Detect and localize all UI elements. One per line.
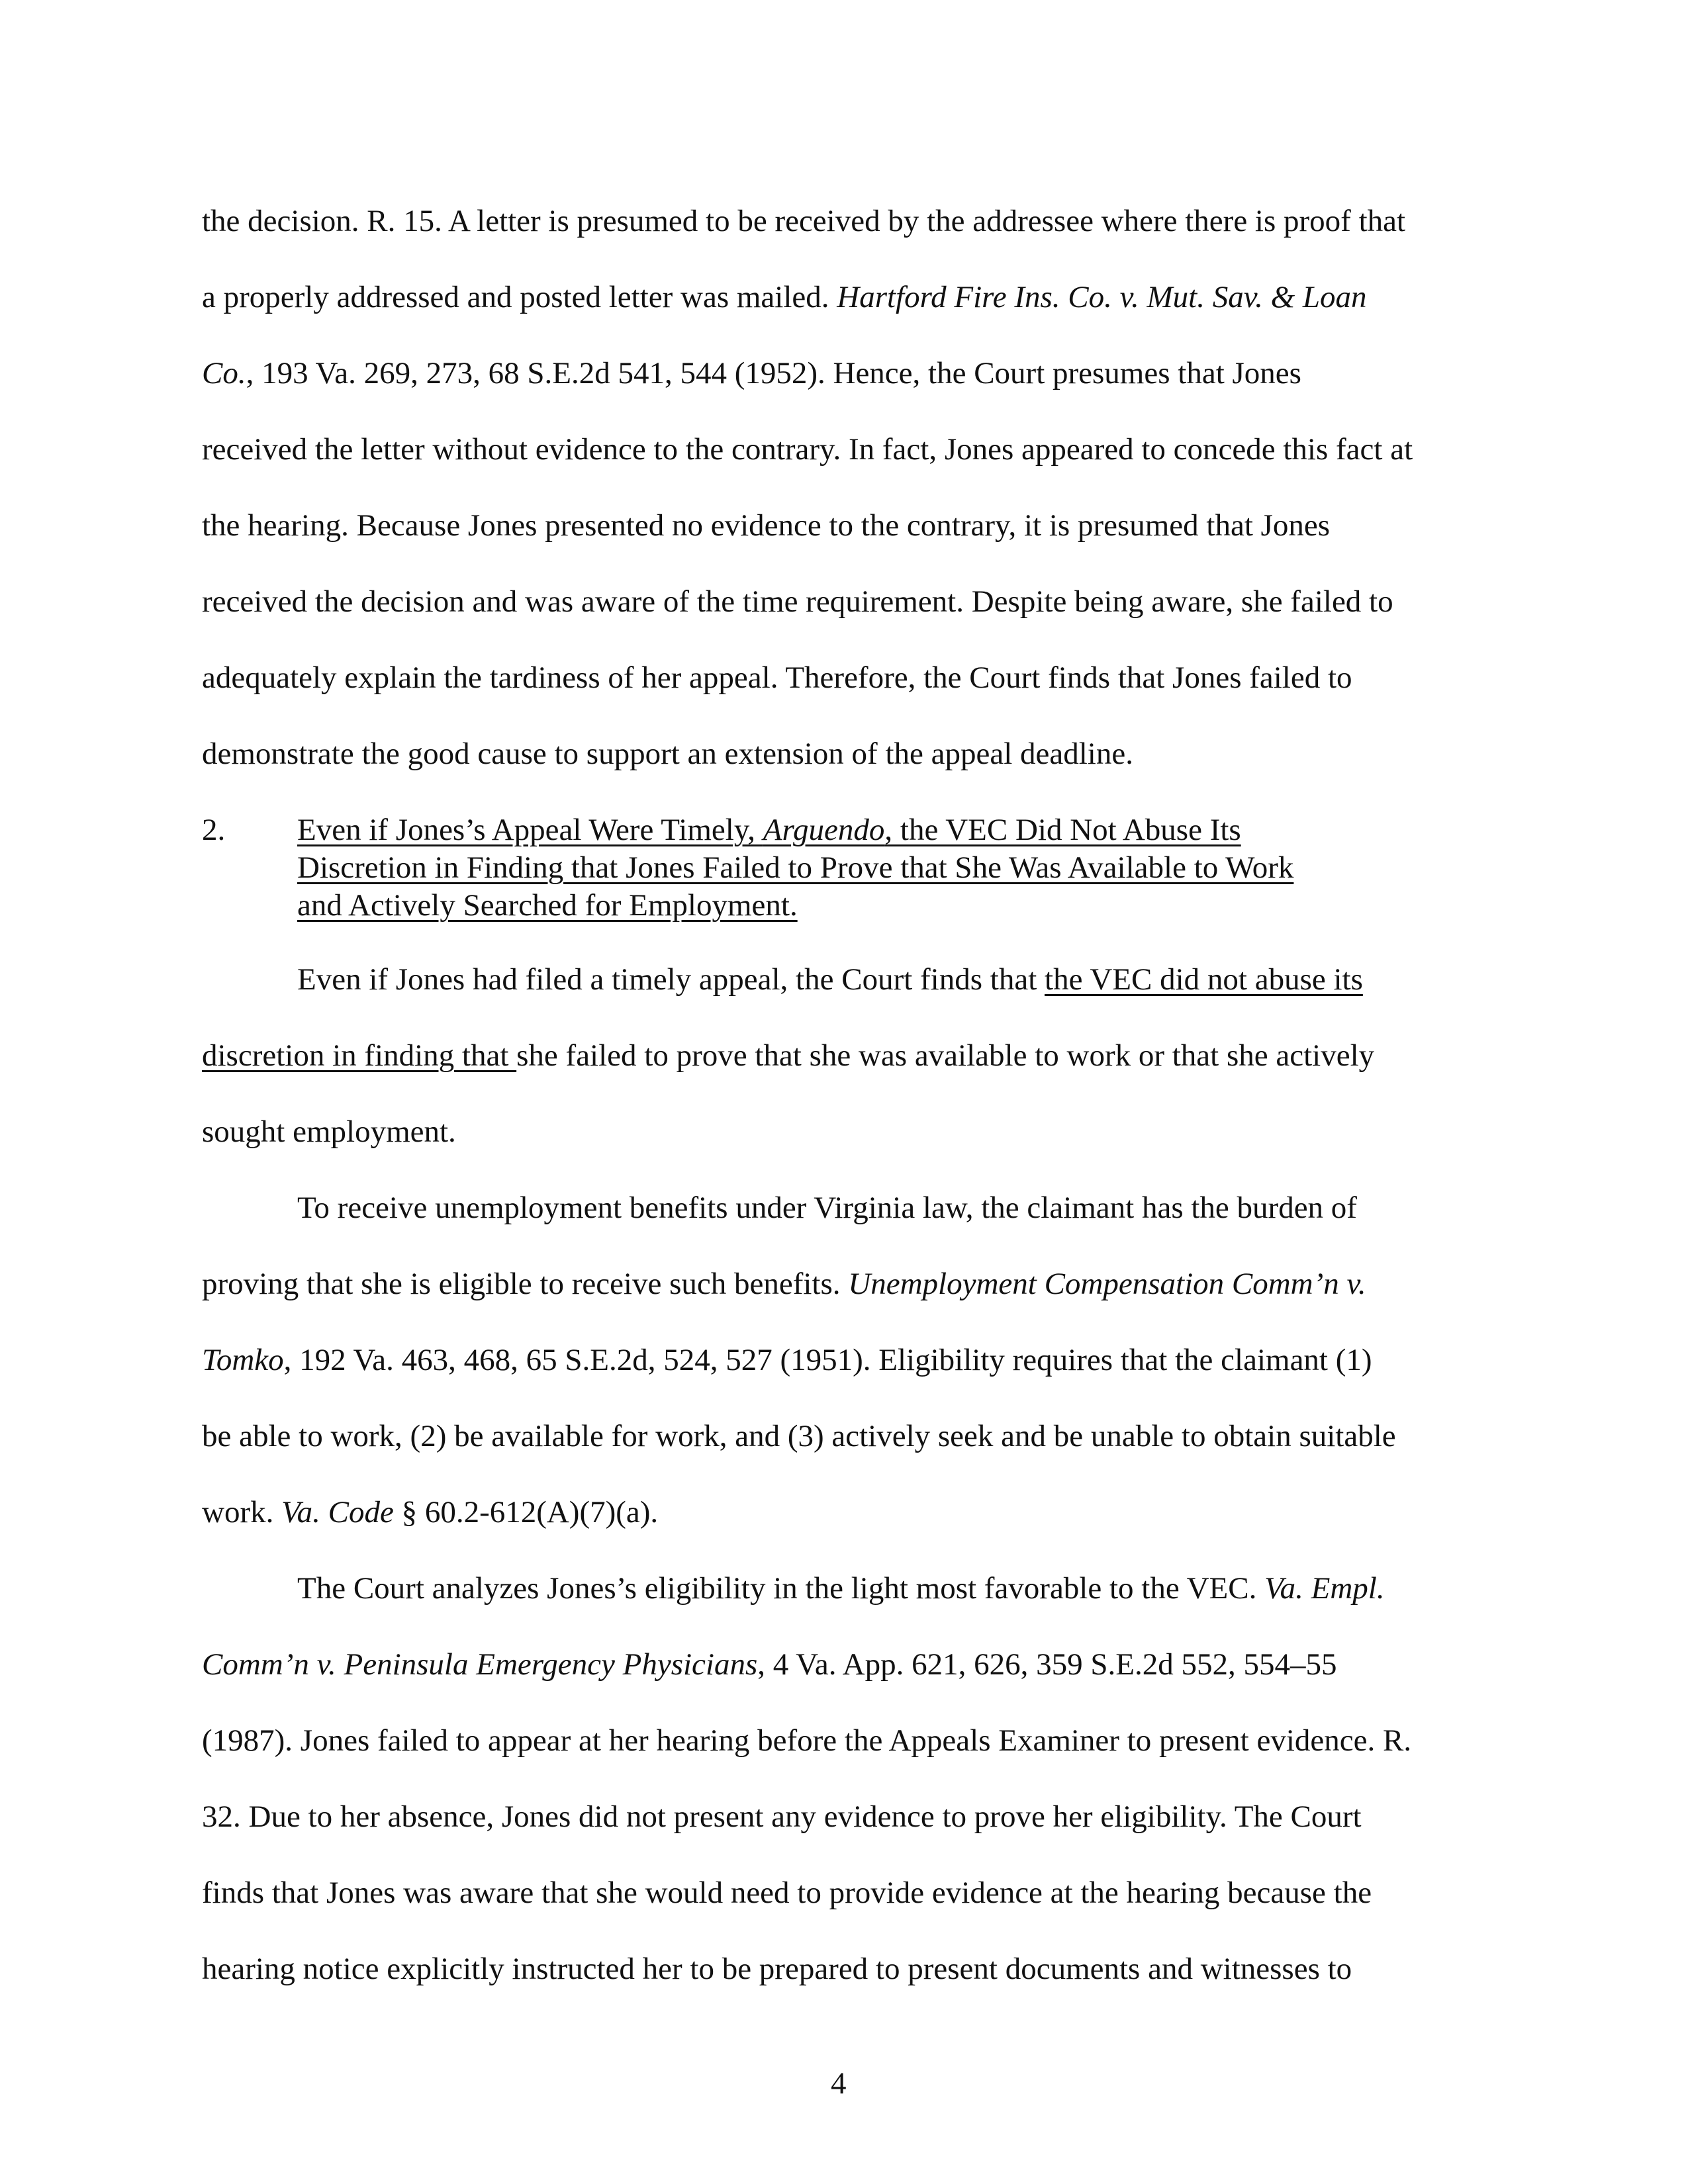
paragraph-line: The Court analyzes Jones’s eligibility in the light most favorable to the VEC. Va. Empl.: [297, 1571, 1385, 1606]
paragraph-line: demonstrate the good cause to support an extension of the appeal deadline.: [202, 737, 1133, 771]
paragraph-line: the hearing. Because Jones presented no evidence to the contrary, it is presumed that Jones: [202, 508, 1331, 543]
case-citation: Unemployment Compensation Comm’n v.: [848, 1267, 1366, 1301]
paragraph-line: Even if Jones had filed a timely appeal, the Court finds that the VEC did not abuse its: [297, 962, 1363, 997]
paragraph-line: discretion in finding that she failed to prove that she was available to work or that she actively: [202, 1038, 1375, 1073]
paragraph-line: adequately explain the tardiness of her appeal. Therefore, the Court finds that Jones failed to: [202, 660, 1352, 695]
paragraph-line: sought employment.: [202, 1115, 456, 1149]
paragraph-line: be able to work, (2) be available for work, and (3) actively seek and be unable to obtain suitable: [202, 1419, 1396, 1453]
paragraph-line: the decision. R. 15. A letter is presumed to be received by the addressee where there is proof that: [202, 204, 1406, 238]
case-citation: Co.: [202, 356, 246, 390]
paragraph-line: Comm’n v. Peninsula Emergency Physicians, 4 Va. App. 621, 626, 359 S.E.2d 552, 554–55: [202, 1647, 1337, 1682]
paragraph-line: work. Va. Code § 60.2-612(A)(7)(a).: [202, 1495, 659, 1529]
paragraph-line: Co., 193 Va. 269, 273, 68 S.E.2d 541, 544 (1952). Hence, the Court presumes that Jones: [202, 356, 1301, 390]
paragraph-line: hearing notice explicitly instructed her to be prepared to present documents and witnesses to: [202, 1952, 1352, 1986]
paragraph-line: received the letter without evidence to the contrary. In fact, Jones appeared to concede this fact at: [202, 432, 1413, 467]
paragraph-line: 32. Due to her absence, Jones did not present any evidence to prove her eligibility. The Court: [202, 1799, 1362, 1834]
paragraph-line: received the decision and was aware of the time requirement. Despite being aware, she failed to: [202, 584, 1393, 619]
section-heading-line: and Actively Searched for Employment.: [297, 888, 798, 923]
case-citation: Hartford Fire Ins. Co. v. Mut. Sav. & Loan: [837, 280, 1367, 314]
case-citation: Tomko: [202, 1343, 284, 1377]
paragraph-line: Tomko, 192 Va. 463, 468, 65 S.E.2d, 524, 527 (1951). Eligibility requires that the claimant (1): [202, 1343, 1372, 1377]
paragraph-line: To receive unemployment benefits under Virginia law, the claimant has the burden of: [297, 1191, 1357, 1225]
case-citation: Va. Empl.: [1264, 1571, 1385, 1606]
case-citation: Comm’n v. Peninsula Emergency Physicians: [202, 1647, 758, 1682]
section-heading-line: Discretion in Finding that Jones Failed to Prove that She Was Available to Work: [297, 850, 1294, 885]
section-number: 2.: [202, 813, 226, 847]
paragraph-line: proving that she is eligible to receive such benefits. Unemployment Compensation Comm’n v.: [202, 1267, 1366, 1301]
paragraph-line: finds that Jones was aware that she would need to provide evidence at the hearing because the: [202, 1876, 1372, 1910]
section-heading-line: Even if Jones’s Appeal Were Timely, Arguendo, the VEC Did Not Abuse Its: [297, 813, 1241, 847]
statute-citation: Va. Code: [281, 1495, 394, 1529]
page-number: 4: [831, 2066, 847, 2101]
paragraph-line: (1987). Jones failed to appear at her hearing before the Appeals Examiner to present evidence. R.: [202, 1723, 1412, 1758]
paragraph-line: a properly addressed and posted letter was mailed. Hartford Fire Ins. Co. v. Mut. Sav. & Loan: [202, 280, 1367, 314]
